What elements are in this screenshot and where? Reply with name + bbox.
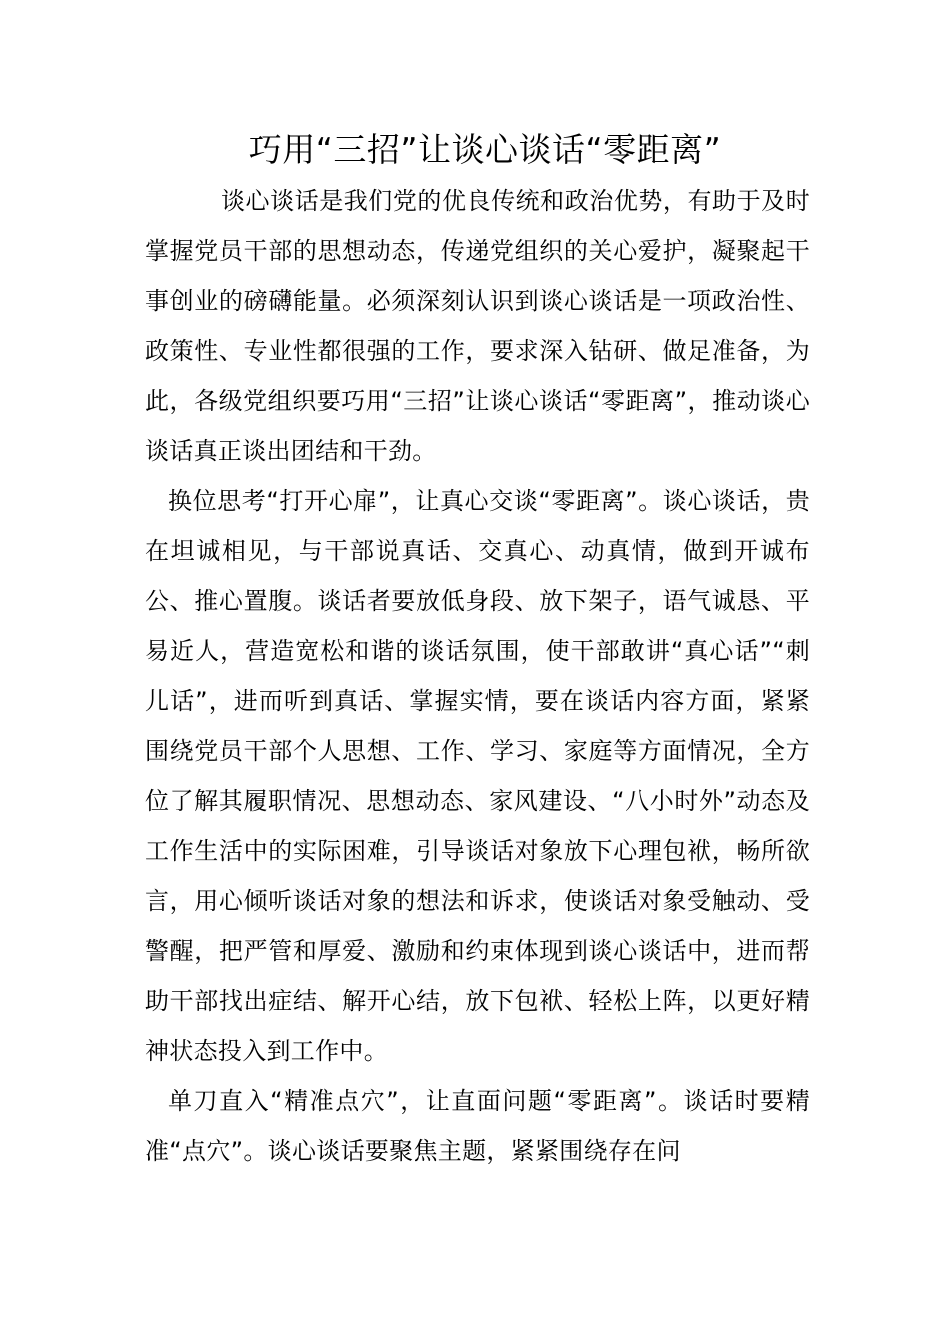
document-body (145, 176, 810, 1176)
document-title: 巧用“三招”让谈心谈话“零距离” (248, 130, 722, 169)
paragraph-intro: 谈心谈话是我们党的优良传统和政治优势，有助于及时掌握党员干部的思想动态，传递党组织的关心爱护，凝聚起干事创业的磅礴能量。必须深刻认识到谈心谈话是一项政治性、政策性、专业性都很强的工作，要求深入钻研、做足准备，为此，各级党组织要巧用“三招”让谈心谈话“零距离”，推动谈心谈话真正谈出团结和干劲。 (145, 187, 810, 465)
paragraph-direct: 单刀直入“精准点穴”，让直面问题“零距离”。谈话时要精准“点穴”。谈心谈话要聚焦主题，紧紧围绕存在问 (145, 1087, 810, 1165)
paragraph-empathy: 换位思考“打开心扉”，让真心交谈“零距离”。谈心谈话，贵在坦诚相见，与干部说真话、交真心、动真情，做到开诚布公、推心置腹。谈话者要放低身段、放下架子，语气诚恳、平易近人，营造宽松和谐的谈话氛围，使干部敢讲“真心话”“刺儿话”，进而听到真话、掌握实情，要在谈话内容方面，紧紧围绕党员干部个人思想、工作、学习、家庭等方面情况，全方位了解其履职情况、思想动态、家风建设、“八小时外”动态及工作生活中的实际困难，引导谈话对象放下心理包袱，畅所欲言，用心倾听谈话对象的想法和诉求，使谈话对象受触动、受警醒，把严管和厚爱、激励和约束体现到谈心谈话中，进而帮助干部找出症结、解开心结，放下包袱、轻松上阵，以更好精神状态投入到工作中。 (145, 487, 811, 1065)
